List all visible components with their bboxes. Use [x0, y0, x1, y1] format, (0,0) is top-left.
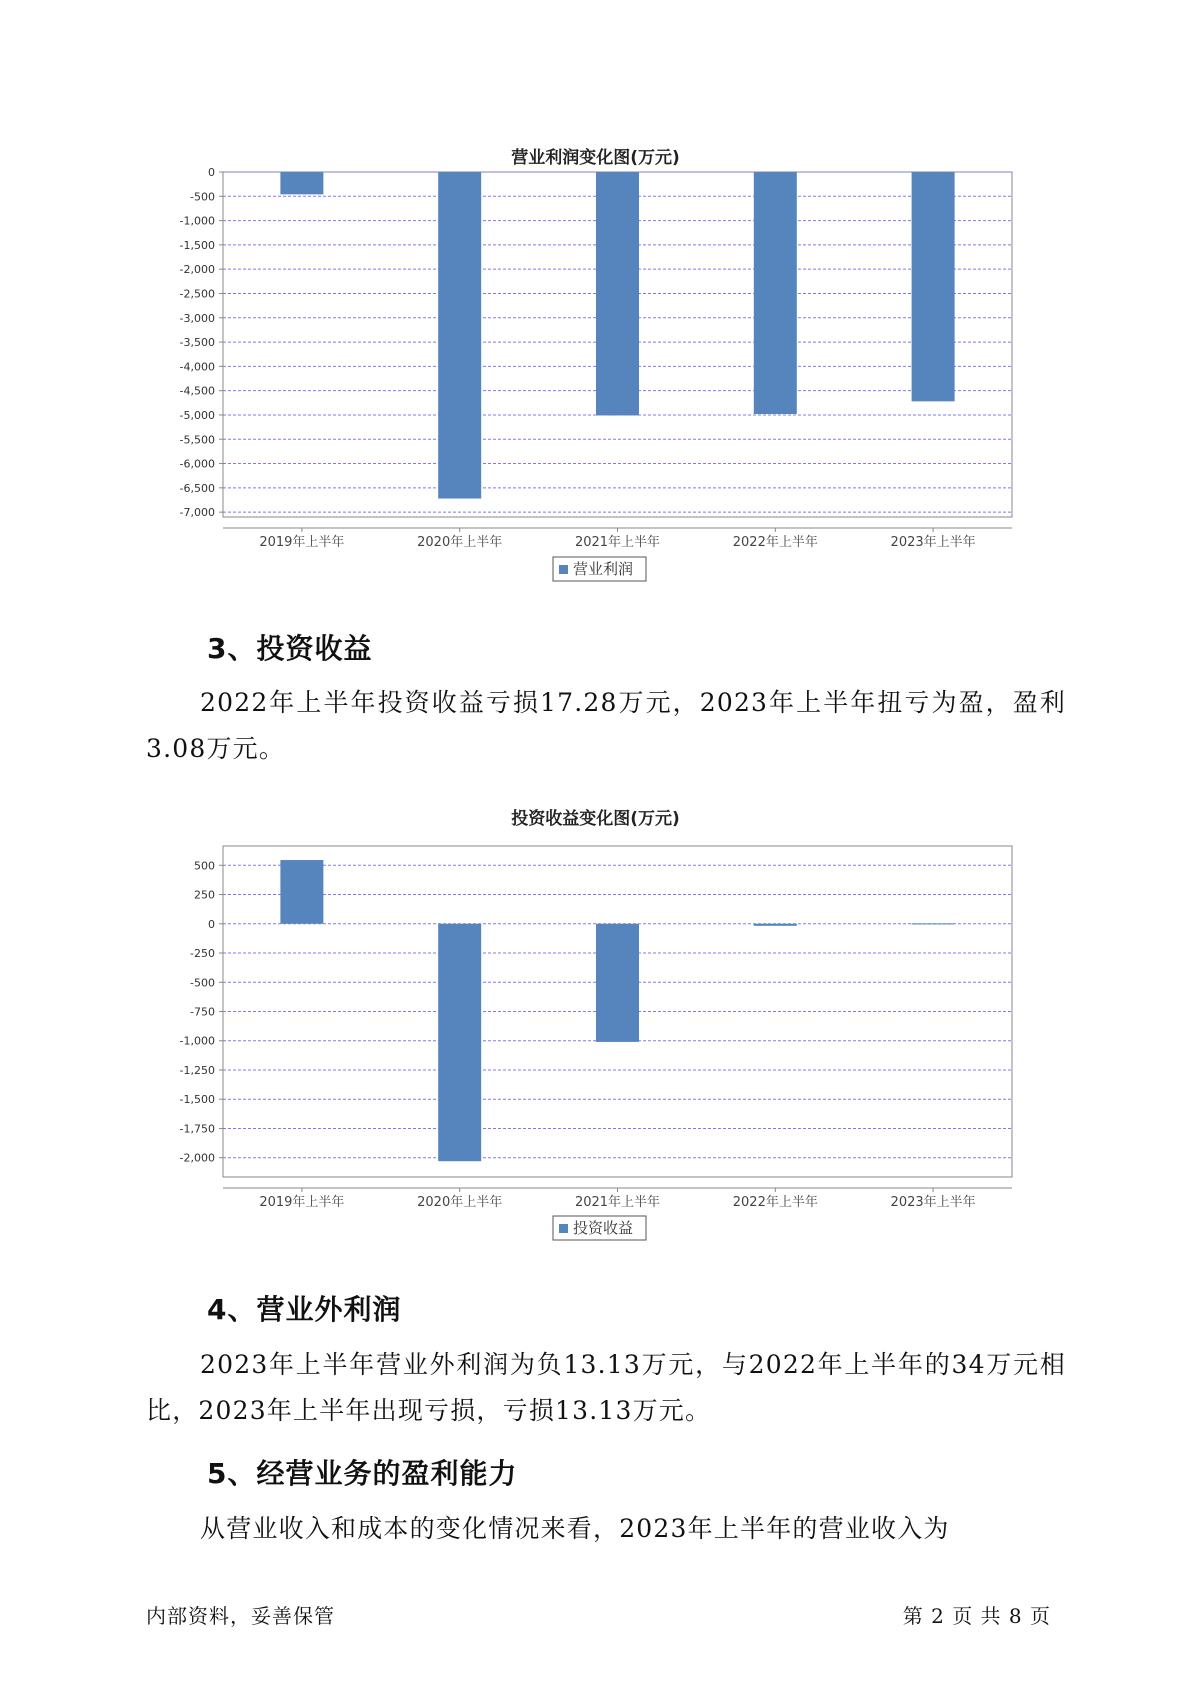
legend [553, 557, 646, 581]
legend [553, 1216, 646, 1240]
y-tick-label: -4,500 [179, 384, 215, 398]
legend-label: 投资收益 [573, 1219, 634, 1237]
x-tick-label: 2021年上半年 [574, 535, 661, 550]
bar [280, 860, 323, 924]
section-4-heading: 4、营业外利润 [207, 1293, 402, 1326]
y-tick-label: -7,000 [179, 506, 215, 520]
y-tick-label: -5,000 [179, 408, 215, 422]
y-tick-label: -1,000 [179, 1034, 215, 1048]
bar [754, 924, 797, 926]
bar [438, 924, 481, 1161]
y-tick-label: 0 [208, 166, 215, 179]
y-tick-label: -6,000 [179, 457, 215, 471]
y-tick-label: -1,000 [179, 214, 215, 228]
x-tick-label: 2019年上半年 [259, 1195, 345, 1210]
footer-page-number: 第 2 页 共 8 页 [902, 1604, 1051, 1628]
y-tick-label: -500 [190, 976, 215, 990]
bar [596, 172, 639, 415]
y-tick-label: -2,500 [179, 287, 215, 301]
bar [596, 924, 639, 1042]
chart1-title: 营业利润变化图(万元) [511, 148, 680, 168]
footer-confidential: 内部资料，妥善保管 [146, 1604, 335, 1628]
y-tick-label: 250 [194, 888, 215, 902]
bar [754, 172, 797, 414]
y-tick-label: -1,750 [179, 1122, 215, 1136]
x-tick-label: 2020年上半年 [417, 535, 503, 550]
bar [912, 923, 955, 924]
bar [438, 172, 481, 499]
bar [912, 172, 955, 401]
legend-swatch [559, 565, 568, 574]
y-tick-label: -4,000 [179, 360, 215, 374]
y-tick-label: -3,500 [179, 336, 215, 350]
section-3-paragraph: 2022年上半年投资收益亏损17.28万元，2023年上半年扭亏为盈，盈利3.08万元。 [146, 688, 1066, 763]
section-5-paragraph: 从营业收入和成本的变化情况来看，2023年上半年的营业收入为 [200, 1514, 950, 1543]
legend-swatch [559, 1224, 568, 1233]
x-tick-label: 2020年上半年 [417, 1195, 503, 1210]
x-tick-label: 2019年上半年 [259, 535, 345, 550]
y-tick-label: -250 [190, 947, 215, 961]
operating-profit-chart [0, 160, 1191, 590]
y-tick-label: -2,000 [179, 1151, 215, 1165]
y-tick-label: -3,000 [179, 311, 215, 325]
y-tick-label: -6,500 [179, 481, 215, 495]
x-tick-label: 2022年上半年 [732, 1195, 818, 1210]
y-tick-label: -500 [190, 190, 215, 204]
y-tick-label: -750 [190, 1005, 215, 1019]
section-3-heading: 3、投资收益 [207, 632, 373, 665]
y-tick-label: -1,500 [179, 1093, 215, 1107]
x-tick-label: 2023年上半年 [890, 535, 976, 550]
y-tick-label: -1,500 [179, 238, 215, 252]
y-tick-label: 500 [194, 859, 215, 873]
x-tick-label: 2022年上半年 [732, 535, 818, 550]
section-4-paragraph: 2023年上半年营业外利润为负13.13万元，与2022年上半年的34万元相比，2023年上半年出现亏损，亏损13.13万元。 [146, 1350, 1066, 1425]
x-tick-label: 2021年上半年 [574, 1195, 661, 1210]
bar [280, 172, 323, 194]
y-tick-label: 0 [208, 917, 215, 931]
chart2-title: 投资收益变化图(万元) [511, 809, 680, 829]
y-tick-label: -5,500 [179, 433, 215, 447]
y-tick-label: -1,250 [179, 1063, 215, 1077]
x-tick-label: 2023年上半年 [890, 1195, 976, 1210]
y-tick-label: -2,000 [179, 263, 215, 277]
investment-income-chart [0, 830, 1191, 1250]
section-5-heading: 5、经营业务的盈利能力 [207, 1457, 518, 1490]
legend-label: 营业利润 [573, 560, 634, 578]
